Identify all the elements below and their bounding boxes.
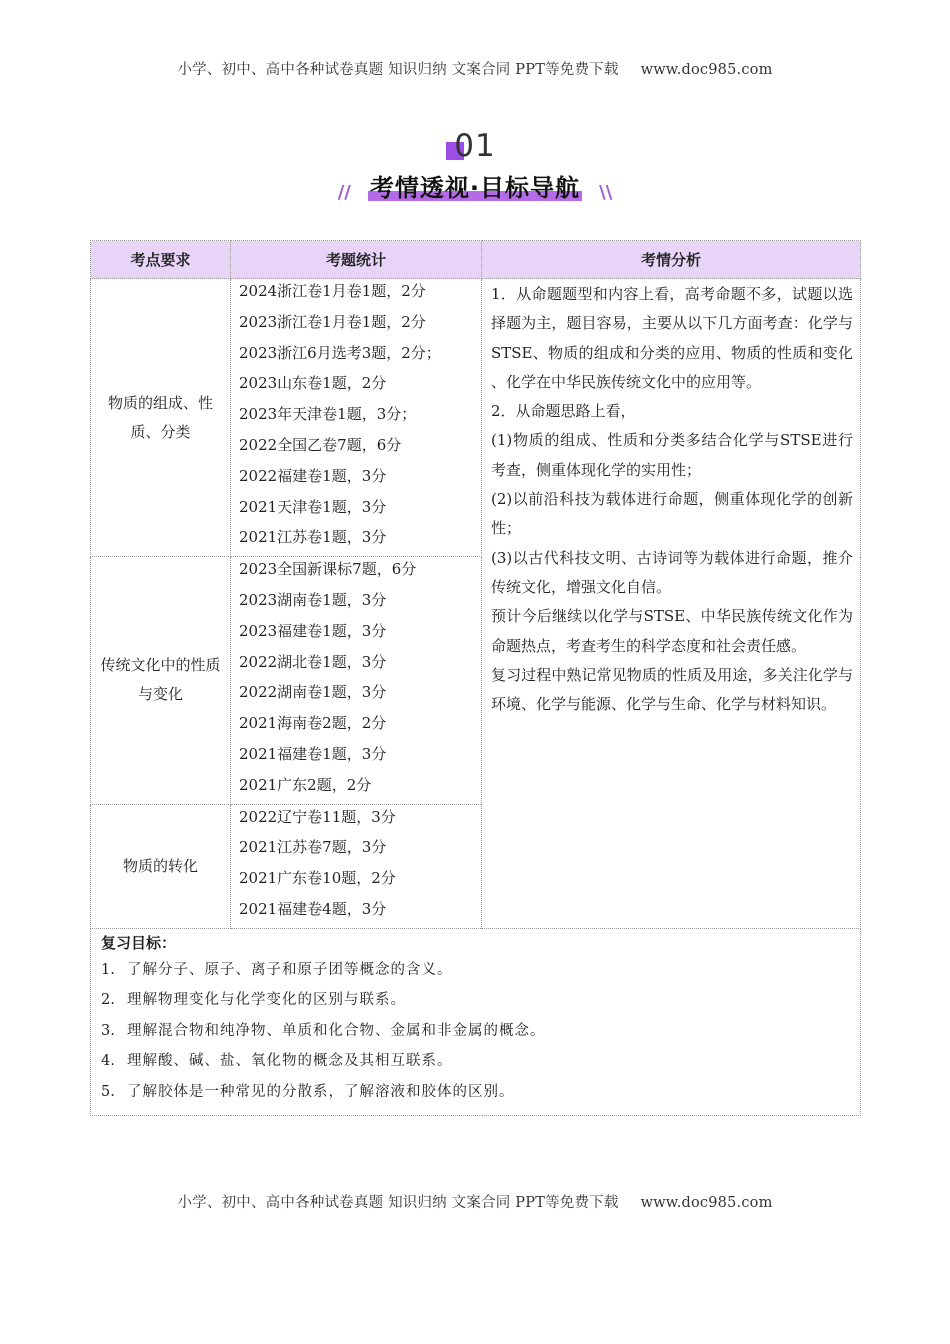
- goal-item: [101, 1077, 850, 1108]
- col-header-requirements: 考点要求: [91, 241, 231, 279]
- goal-text: 理解混合物和纯净物、单质和化合物、金属和非金属的概念。: [127, 1022, 546, 1039]
- stat-item: 2021福建卷1题，3分: [239, 744, 387, 763]
- footer-text: 小学、初中、高中各种试卷真题 知识归纳 文案合同 PPT等免费下载: [177, 1195, 619, 1211]
- goal-item: [101, 1016, 850, 1047]
- stat-item: 2023浙江卷1月卷1题，2分: [239, 312, 426, 331]
- footer-url[interactable]: www.doc985.com: [640, 1195, 773, 1211]
- stat-item: 2021福建卷4题，3分: [239, 899, 387, 918]
- goal-text: 理解酸、碱、盐、氧化物的概念及其相互联系。: [127, 1053, 453, 1070]
- goal-item: [101, 1046, 850, 1077]
- stat-item: 2021江苏卷7题，3分: [239, 838, 387, 857]
- stat-item: 2021海南卷2题，2分: [239, 714, 387, 733]
- goals-cell: [91, 928, 861, 1116]
- col-header-statistics: 考题统计: [231, 241, 482, 279]
- exam-analysis-table: [90, 240, 861, 1116]
- goals-row: [91, 928, 861, 1116]
- goals-title: 复习目标：: [101, 933, 177, 952]
- stats-cell: [231, 804, 482, 928]
- goal-number: 3.: [101, 1022, 115, 1039]
- category-cell: [91, 279, 231, 557]
- stat-item: 2023山东卷1题，2分: [239, 374, 387, 393]
- analysis-paragraph: (2)以前沿科技为载体进行命题，侧重体现化学的创新性；: [491, 490, 853, 538]
- stat-item: 2021天津卷1题，3分: [239, 497, 387, 516]
- category-label: 传统文化中的性质与变化: [100, 656, 221, 704]
- stat-item: 2023浙江6月选考3题，2分；: [239, 343, 441, 362]
- table-header-row: [91, 241, 861, 279]
- stat-item: 2022湖南卷1题，3分: [239, 683, 387, 702]
- goal-text: 了解胶体是一种常见的分散系，了解溶液和胶体的区别。: [127, 1083, 515, 1100]
- goal-item: [101, 985, 850, 1016]
- header-url[interactable]: www.doc985.com: [640, 62, 773, 78]
- analysis-paragraph: (3)以古代科技文明、古诗词等为载体进行命题，推介传统文化，增强文化自信。: [491, 548, 853, 596]
- stat-item: 2021广东2题，2分: [239, 775, 372, 794]
- stat-item: 2022福建卷1题，3分: [239, 466, 387, 485]
- stats-cell: [231, 279, 482, 557]
- section-title: 考情透视·目标导航: [369, 174, 581, 202]
- stat-item: 2023年天津卷1题，3分；: [239, 405, 417, 424]
- goal-text: 了解分子、原子、离子和原子团等概念的含义。: [127, 961, 453, 978]
- category-cell: [91, 804, 231, 928]
- section-badge: [0, 128, 950, 164]
- goal-number: 1.: [101, 961, 115, 978]
- section-title-box: [356, 168, 594, 203]
- stats-cell: [231, 557, 482, 804]
- goal-number: 5.: [101, 1083, 115, 1100]
- goal-number: 4.: [101, 1053, 115, 1070]
- stat-item: 2023湖南卷1题，3分: [239, 590, 387, 609]
- stat-item: 2023福建卷1题，3分: [239, 621, 387, 640]
- category-label: 物质的转化: [122, 856, 198, 875]
- section-title-row: [0, 168, 950, 203]
- stat-item: 2024浙江卷1月卷1题，2分: [239, 282, 426, 300]
- stat-item: 2022全国乙卷7题，6分: [239, 435, 402, 454]
- stat-item: 2022湖北卷1题，3分: [239, 652, 387, 671]
- col-header-analysis: 考情分析: [482, 241, 861, 279]
- goal-number: 2.: [101, 992, 115, 1009]
- stat-item: 2021江苏卷1题，3分: [239, 528, 387, 547]
- analysis-cell: [482, 279, 861, 929]
- page-header: [0, 58, 950, 79]
- analysis-paragraph: (1)物质的组成、性质和分类多结合化学与STSE进行考查，侧重体现化学的实用性；: [491, 431, 853, 479]
- table-row: [91, 279, 861, 557]
- stat-item: 2021广东卷10题，2分: [239, 869, 396, 888]
- title-deco-left: //: [337, 182, 351, 203]
- category-cell: [91, 557, 231, 804]
- section-number: 01: [454, 128, 496, 164]
- goal-item: [101, 955, 850, 986]
- stat-item: 2023全国新课标7题，6分: [239, 560, 417, 579]
- stat-item: 2022辽宁卷11题，3分: [239, 807, 396, 826]
- section-number-wrap: [454, 128, 495, 164]
- analysis-paragraph: 1．从命题题型和内容上看，高考命题不多，试题以选择题为主，题目容易，主要从以下几方面考查：化学与STSE、物质的组成和分类的应用、物质的性质和变化 、化学在中华民族传统文化中的应用等。: [491, 285, 853, 391]
- analysis-paragraph: 复习过程中熟记常见物质的性质及用途，多关注化学与环境、化学与能源、化学与生命、化学与材料知识。: [491, 665, 853, 714]
- page-footer: [0, 1191, 950, 1212]
- analysis-paragraph: 预计今后继续以化学与STSE、中华民族传统文化作为命题热点，考查考生的科学态度和社会责任感。: [491, 607, 853, 655]
- title-deco-right: \\: [599, 182, 613, 203]
- goal-text: 理解物理变化与化学变化的区别与联系。: [127, 992, 406, 1009]
- category-label: 物质的组成、性质、分类: [107, 393, 213, 441]
- header-text: 小学、初中、高中各种试卷真题 知识归纳 文案合同 PPT等免费下载: [177, 62, 619, 78]
- analysis-paragraph: 2．从命题思路上看，: [491, 402, 636, 421]
